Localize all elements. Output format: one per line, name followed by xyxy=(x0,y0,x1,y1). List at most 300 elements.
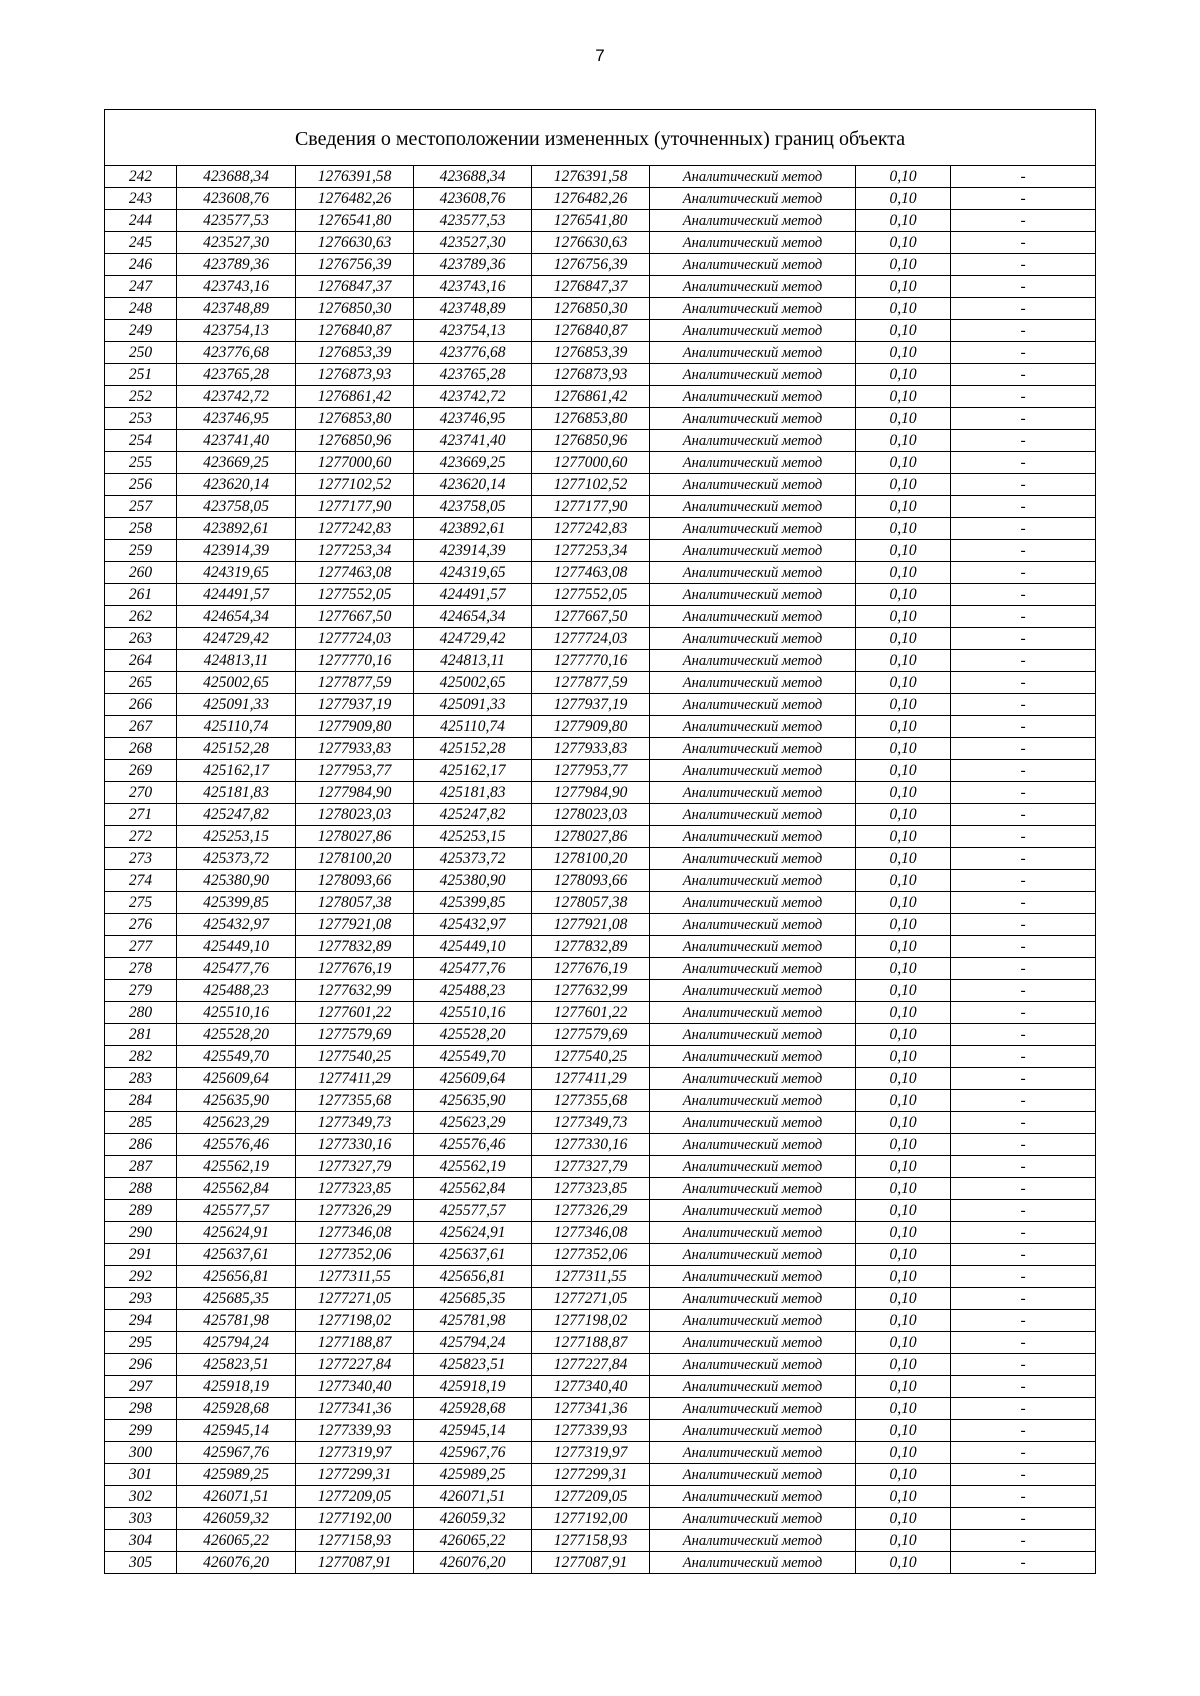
table-row xyxy=(105,1420,1096,1442)
description-cell: - xyxy=(951,760,1096,782)
accuracy-cell: 0,10 xyxy=(856,1156,951,1178)
description-cell: - xyxy=(951,1244,1096,1266)
refined-y-cell: 1277984,90 xyxy=(532,782,650,804)
refined-y-cell: 1277326,29 xyxy=(532,1200,650,1222)
existing-x-cell: 426071,51 xyxy=(177,1486,296,1508)
description-cell: - xyxy=(951,1376,1096,1398)
refined-x-cell: 423669,25 xyxy=(414,452,532,474)
accuracy-cell: 0,10 xyxy=(856,474,951,496)
refined-y-cell: 1277352,06 xyxy=(532,1244,650,1266)
point-number-cell: 242 xyxy=(105,166,177,188)
existing-x-cell: 425247,82 xyxy=(177,804,296,826)
accuracy-cell: 0,10 xyxy=(856,1068,951,1090)
table-row xyxy=(105,1222,1096,1244)
existing-y-cell: 1278093,66 xyxy=(296,870,414,892)
method-cell: Аналитический метод xyxy=(650,716,856,738)
existing-y-cell: 1277933,83 xyxy=(296,738,414,760)
method-cell: Аналитический метод xyxy=(650,430,856,452)
existing-y-cell: 1276630,63 xyxy=(296,232,414,254)
existing-y-cell: 1277326,29 xyxy=(296,1200,414,1222)
point-number-cell: 278 xyxy=(105,958,177,980)
refined-y-cell: 1277355,68 xyxy=(532,1090,650,1112)
existing-y-cell: 1277909,80 xyxy=(296,716,414,738)
table-row xyxy=(105,496,1096,518)
method-cell: Аналитический метод xyxy=(650,628,856,650)
existing-y-cell: 1277253,34 xyxy=(296,540,414,562)
existing-y-cell: 1277242,83 xyxy=(296,518,414,540)
refined-y-cell: 1277177,90 xyxy=(532,496,650,518)
refined-x-cell: 425989,25 xyxy=(414,1464,532,1486)
table-row xyxy=(105,1398,1096,1420)
existing-x-cell: 426076,20 xyxy=(177,1552,296,1574)
table-row xyxy=(105,1332,1096,1354)
existing-y-cell: 1277877,59 xyxy=(296,672,414,694)
refined-x-cell: 425945,14 xyxy=(414,1420,532,1442)
existing-y-cell: 1276840,87 xyxy=(296,320,414,342)
refined-y-cell: 1277087,91 xyxy=(532,1552,650,1574)
existing-x-cell: 423742,72 xyxy=(177,386,296,408)
refined-x-cell: 424491,57 xyxy=(414,584,532,606)
accuracy-cell: 0,10 xyxy=(856,782,951,804)
refined-y-cell: 1276861,42 xyxy=(532,386,650,408)
point-number-cell: 284 xyxy=(105,1090,177,1112)
method-cell: Аналитический метод xyxy=(650,452,856,474)
accuracy-cell: 0,10 xyxy=(856,738,951,760)
accuracy-cell: 0,10 xyxy=(856,1200,951,1222)
refined-x-cell: 425623,29 xyxy=(414,1112,532,1134)
table-row xyxy=(105,364,1096,386)
existing-y-cell: 1277632,99 xyxy=(296,980,414,1002)
existing-x-cell: 425380,90 xyxy=(177,870,296,892)
refined-x-cell: 423748,89 xyxy=(414,298,532,320)
accuracy-cell: 0,10 xyxy=(856,188,951,210)
refined-x-cell: 425477,76 xyxy=(414,958,532,980)
table-row xyxy=(105,694,1096,716)
existing-y-cell: 1277921,08 xyxy=(296,914,414,936)
existing-y-cell: 1276853,80 xyxy=(296,408,414,430)
existing-y-cell: 1276847,37 xyxy=(296,276,414,298)
table-row xyxy=(105,782,1096,804)
description-cell: - xyxy=(951,1222,1096,1244)
method-cell: Аналитический метод xyxy=(650,958,856,980)
refined-x-cell: 425488,23 xyxy=(414,980,532,1002)
description-cell: - xyxy=(951,958,1096,980)
existing-x-cell: 425488,23 xyxy=(177,980,296,1002)
description-cell: - xyxy=(951,848,1096,870)
method-cell: Аналитический метод xyxy=(650,1002,856,1024)
existing-y-cell: 1277327,79 xyxy=(296,1156,414,1178)
table-row xyxy=(105,738,1096,760)
method-cell: Аналитический метод xyxy=(650,232,856,254)
point-number-cell: 246 xyxy=(105,254,177,276)
table-row xyxy=(105,298,1096,320)
table-row xyxy=(105,826,1096,848)
accuracy-cell: 0,10 xyxy=(856,1222,951,1244)
method-cell: Аналитический метод xyxy=(650,386,856,408)
existing-y-cell: 1277339,93 xyxy=(296,1420,414,1442)
method-cell: Аналитический метод xyxy=(650,1486,856,1508)
existing-y-cell: 1277323,85 xyxy=(296,1178,414,1200)
table-row xyxy=(105,1156,1096,1178)
description-cell: - xyxy=(951,1046,1096,1068)
refined-y-cell: 1277632,99 xyxy=(532,980,650,1002)
point-number-cell: 301 xyxy=(105,1464,177,1486)
method-cell: Аналитический метод xyxy=(650,672,856,694)
existing-x-cell: 423620,14 xyxy=(177,474,296,496)
description-cell: - xyxy=(951,650,1096,672)
refined-y-cell: 1277667,50 xyxy=(532,606,650,628)
description-cell: - xyxy=(951,1024,1096,1046)
existing-x-cell: 425624,91 xyxy=(177,1222,296,1244)
table-row xyxy=(105,848,1096,870)
description-cell: - xyxy=(951,562,1096,584)
method-cell: Аналитический метод xyxy=(650,254,856,276)
description-cell: - xyxy=(951,386,1096,408)
refined-x-cell: 426071,51 xyxy=(414,1486,532,1508)
refined-x-cell: 423746,95 xyxy=(414,408,532,430)
accuracy-cell: 0,10 xyxy=(856,1398,951,1420)
refined-x-cell: 423742,72 xyxy=(414,386,532,408)
method-cell: Аналитический метод xyxy=(650,892,856,914)
existing-y-cell: 1277540,25 xyxy=(296,1046,414,1068)
refined-x-cell: 424654,34 xyxy=(414,606,532,628)
point-number-cell: 271 xyxy=(105,804,177,826)
description-cell: - xyxy=(951,342,1096,364)
point-number-cell: 273 xyxy=(105,848,177,870)
accuracy-cell: 0,10 xyxy=(856,364,951,386)
existing-y-cell: 1277770,16 xyxy=(296,650,414,672)
refined-x-cell: 425152,28 xyxy=(414,738,532,760)
table-row xyxy=(105,320,1096,342)
method-cell: Аналитический метод xyxy=(650,1332,856,1354)
table-row xyxy=(105,892,1096,914)
point-number-cell: 286 xyxy=(105,1134,177,1156)
method-cell: Аналитический метод xyxy=(650,804,856,826)
point-number-cell: 282 xyxy=(105,1046,177,1068)
refined-x-cell: 423577,53 xyxy=(414,210,532,232)
accuracy-cell: 0,10 xyxy=(856,1310,951,1332)
refined-y-cell: 1278093,66 xyxy=(532,870,650,892)
refined-x-cell: 425794,24 xyxy=(414,1332,532,1354)
description-cell: - xyxy=(951,1508,1096,1530)
method-cell: Аналитический метод xyxy=(650,870,856,892)
accuracy-cell: 0,10 xyxy=(856,298,951,320)
table-row xyxy=(105,1508,1096,1530)
method-cell: Аналитический метод xyxy=(650,1376,856,1398)
refined-x-cell: 425247,82 xyxy=(414,804,532,826)
refined-y-cell: 1277319,97 xyxy=(532,1442,650,1464)
point-number-cell: 303 xyxy=(105,1508,177,1530)
description-cell: - xyxy=(951,606,1096,628)
method-cell: Аналитический метод xyxy=(650,1112,856,1134)
existing-y-cell: 1277601,22 xyxy=(296,1002,414,1024)
description-cell: - xyxy=(951,1398,1096,1420)
description-cell: - xyxy=(951,584,1096,606)
table-row xyxy=(105,1068,1096,1090)
refined-y-cell: 1277601,22 xyxy=(532,1002,650,1024)
method-cell: Аналитический метод xyxy=(650,980,856,1002)
refined-y-cell: 1276630,63 xyxy=(532,232,650,254)
point-number-cell: 251 xyxy=(105,364,177,386)
existing-y-cell: 1277311,55 xyxy=(296,1266,414,1288)
method-cell: Аналитический метод xyxy=(650,1442,856,1464)
description-cell: - xyxy=(951,914,1096,936)
method-cell: Аналитический метод xyxy=(650,738,856,760)
table-row xyxy=(105,870,1096,892)
existing-y-cell: 1277330,16 xyxy=(296,1134,414,1156)
point-number-cell: 275 xyxy=(105,892,177,914)
existing-y-cell: 1277198,02 xyxy=(296,1310,414,1332)
table-row xyxy=(105,188,1096,210)
existing-x-cell: 425162,17 xyxy=(177,760,296,782)
refined-x-cell: 425110,74 xyxy=(414,716,532,738)
method-cell: Аналитический метод xyxy=(650,298,856,320)
refined-y-cell: 1277339,93 xyxy=(532,1420,650,1442)
existing-x-cell: 425549,70 xyxy=(177,1046,296,1068)
accuracy-cell: 0,10 xyxy=(856,1112,951,1134)
method-cell: Аналитический метод xyxy=(650,188,856,210)
existing-y-cell: 1276850,96 xyxy=(296,430,414,452)
page-number: 7 xyxy=(595,46,605,65)
accuracy-cell: 0,10 xyxy=(856,1288,951,1310)
existing-x-cell: 425477,76 xyxy=(177,958,296,980)
accuracy-cell: 0,10 xyxy=(856,1442,951,1464)
method-cell: Аналитический метод xyxy=(650,650,856,672)
existing-y-cell: 1277158,93 xyxy=(296,1530,414,1552)
point-number-cell: 248 xyxy=(105,298,177,320)
refined-x-cell: 425637,61 xyxy=(414,1244,532,1266)
refined-y-cell: 1276850,30 xyxy=(532,298,650,320)
refined-x-cell: 423789,36 xyxy=(414,254,532,276)
accuracy-cell: 0,10 xyxy=(856,562,951,584)
method-cell: Аналитический метод xyxy=(650,1178,856,1200)
table-row xyxy=(105,232,1096,254)
refined-x-cell: 425449,10 xyxy=(414,936,532,958)
accuracy-cell: 0,10 xyxy=(856,1486,951,1508)
refined-y-cell: 1278023,03 xyxy=(532,804,650,826)
description-cell: - xyxy=(951,1464,1096,1486)
refined-y-cell: 1276850,96 xyxy=(532,430,650,452)
existing-y-cell: 1277319,97 xyxy=(296,1442,414,1464)
refined-x-cell: 425577,57 xyxy=(414,1200,532,1222)
existing-y-cell: 1276756,39 xyxy=(296,254,414,276)
existing-x-cell: 424729,42 xyxy=(177,628,296,650)
existing-y-cell: 1277087,91 xyxy=(296,1552,414,1574)
existing-y-cell: 1278057,38 xyxy=(296,892,414,914)
refined-y-cell: 1277921,08 xyxy=(532,914,650,936)
existing-y-cell: 1277355,68 xyxy=(296,1090,414,1112)
existing-y-cell: 1277411,29 xyxy=(296,1068,414,1090)
point-number-cell: 259 xyxy=(105,540,177,562)
refined-x-cell: 426076,20 xyxy=(414,1552,532,1574)
existing-x-cell: 425781,98 xyxy=(177,1310,296,1332)
existing-y-cell: 1277953,77 xyxy=(296,760,414,782)
method-cell: Аналитический метод xyxy=(650,518,856,540)
refined-y-cell: 1276541,80 xyxy=(532,210,650,232)
refined-x-cell: 426059,32 xyxy=(414,1508,532,1530)
method-cell: Аналитический метод xyxy=(650,1464,856,1486)
refined-y-cell: 1277192,00 xyxy=(532,1508,650,1530)
accuracy-cell: 0,10 xyxy=(856,496,951,518)
refined-x-cell: 425635,90 xyxy=(414,1090,532,1112)
table-row xyxy=(105,1024,1096,1046)
existing-x-cell: 425091,33 xyxy=(177,694,296,716)
existing-x-cell: 423776,68 xyxy=(177,342,296,364)
existing-x-cell: 425562,84 xyxy=(177,1178,296,1200)
refined-x-cell: 425432,97 xyxy=(414,914,532,936)
existing-x-cell: 425794,24 xyxy=(177,1332,296,1354)
accuracy-cell: 0,10 xyxy=(856,1024,951,1046)
existing-x-cell: 425528,20 xyxy=(177,1024,296,1046)
table-row xyxy=(105,1046,1096,1068)
refined-y-cell: 1276847,37 xyxy=(532,276,650,298)
table-row xyxy=(105,980,1096,1002)
existing-x-cell: 425576,46 xyxy=(177,1134,296,1156)
description-cell: - xyxy=(951,1266,1096,1288)
method-cell: Аналитический метод xyxy=(650,694,856,716)
description-cell: - xyxy=(951,1134,1096,1156)
refined-y-cell: 1277933,83 xyxy=(532,738,650,760)
refined-x-cell: 425181,83 xyxy=(414,782,532,804)
existing-x-cell: 424491,57 xyxy=(177,584,296,606)
method-cell: Аналитический метод xyxy=(650,1288,856,1310)
description-cell: - xyxy=(951,1002,1096,1024)
existing-x-cell: 425449,10 xyxy=(177,936,296,958)
refined-x-cell: 423620,14 xyxy=(414,474,532,496)
existing-x-cell: 423765,28 xyxy=(177,364,296,386)
description-cell: - xyxy=(951,1420,1096,1442)
refined-y-cell: 1277102,52 xyxy=(532,474,650,496)
table-row xyxy=(105,1376,1096,1398)
accuracy-cell: 0,10 xyxy=(856,914,951,936)
point-number-cell: 294 xyxy=(105,1310,177,1332)
table-row xyxy=(105,628,1096,650)
table-row xyxy=(105,716,1096,738)
table-row xyxy=(105,1002,1096,1024)
point-number-cell: 302 xyxy=(105,1486,177,1508)
method-cell: Аналитический метод xyxy=(650,1266,856,1288)
refined-y-cell: 1276756,39 xyxy=(532,254,650,276)
refined-y-cell: 1276853,80 xyxy=(532,408,650,430)
point-number-cell: 257 xyxy=(105,496,177,518)
table-row xyxy=(105,584,1096,606)
refined-x-cell: 425528,20 xyxy=(414,1024,532,1046)
existing-y-cell: 1277937,19 xyxy=(296,694,414,716)
accuracy-cell: 0,10 xyxy=(856,320,951,342)
table-row xyxy=(105,540,1096,562)
refined-y-cell: 1277253,34 xyxy=(532,540,650,562)
point-number-cell: 272 xyxy=(105,826,177,848)
existing-y-cell: 1277724,03 xyxy=(296,628,414,650)
description-cell: - xyxy=(951,1178,1096,1200)
description-cell: - xyxy=(951,870,1096,892)
description-cell: - xyxy=(951,804,1096,826)
refined-x-cell: 423892,61 xyxy=(414,518,532,540)
accuracy-cell: 0,10 xyxy=(856,628,951,650)
existing-x-cell: 423688,34 xyxy=(177,166,296,188)
accuracy-cell: 0,10 xyxy=(856,1046,951,1068)
point-number-cell: 261 xyxy=(105,584,177,606)
refined-x-cell: 425609,64 xyxy=(414,1068,532,1090)
table-row xyxy=(105,386,1096,408)
table-row xyxy=(105,562,1096,584)
table-row xyxy=(105,672,1096,694)
accuracy-cell: 0,10 xyxy=(856,1354,951,1376)
existing-x-cell: 423758,05 xyxy=(177,496,296,518)
point-number-cell: 296 xyxy=(105,1354,177,1376)
description-cell: - xyxy=(951,1090,1096,1112)
method-cell: Аналитический метод xyxy=(650,1398,856,1420)
refined-y-cell: 1277411,29 xyxy=(532,1068,650,1090)
existing-y-cell: 1276391,58 xyxy=(296,166,414,188)
existing-x-cell: 425928,68 xyxy=(177,1398,296,1420)
refined-x-cell: 425162,17 xyxy=(414,760,532,782)
accuracy-cell: 0,10 xyxy=(856,760,951,782)
refined-x-cell: 425510,16 xyxy=(414,1002,532,1024)
method-cell: Аналитический метод xyxy=(650,1134,856,1156)
table-row xyxy=(105,936,1096,958)
table-row xyxy=(105,1090,1096,1112)
description-cell: - xyxy=(951,540,1096,562)
existing-x-cell: 425373,72 xyxy=(177,848,296,870)
point-number-cell: 291 xyxy=(105,1244,177,1266)
table-row xyxy=(105,1310,1096,1332)
point-number-cell: 287 xyxy=(105,1156,177,1178)
accuracy-cell: 0,10 xyxy=(856,958,951,980)
method-cell: Аналитический метод xyxy=(650,826,856,848)
existing-y-cell: 1276541,80 xyxy=(296,210,414,232)
accuracy-cell: 0,10 xyxy=(856,232,951,254)
refined-y-cell: 1276391,58 xyxy=(532,166,650,188)
existing-x-cell: 423892,61 xyxy=(177,518,296,540)
description-cell: - xyxy=(951,166,1096,188)
refined-y-cell: 1277552,05 xyxy=(532,584,650,606)
method-cell: Аналитический метод xyxy=(650,1046,856,1068)
existing-y-cell: 1278027,86 xyxy=(296,826,414,848)
accuracy-cell: 0,10 xyxy=(856,1090,951,1112)
existing-x-cell: 425609,64 xyxy=(177,1068,296,1090)
point-number-cell: 262 xyxy=(105,606,177,628)
method-cell: Аналитический метод xyxy=(650,276,856,298)
refined-y-cell: 1277188,87 xyxy=(532,1332,650,1354)
accuracy-cell: 0,10 xyxy=(856,1464,951,1486)
existing-x-cell: 423743,16 xyxy=(177,276,296,298)
accuracy-cell: 0,10 xyxy=(856,452,951,474)
existing-y-cell: 1277271,05 xyxy=(296,1288,414,1310)
description-cell: - xyxy=(951,254,1096,276)
point-number-cell: 250 xyxy=(105,342,177,364)
table-body xyxy=(105,166,1096,1574)
existing-x-cell: 425577,57 xyxy=(177,1200,296,1222)
method-cell: Аналитический метод xyxy=(650,1244,856,1266)
existing-x-cell: 423748,89 xyxy=(177,298,296,320)
point-number-cell: 270 xyxy=(105,782,177,804)
refined-y-cell: 1277724,03 xyxy=(532,628,650,650)
existing-x-cell: 425562,19 xyxy=(177,1156,296,1178)
point-number-cell: 281 xyxy=(105,1024,177,1046)
accuracy-cell: 0,10 xyxy=(856,804,951,826)
point-number-cell: 258 xyxy=(105,518,177,540)
point-number-cell: 244 xyxy=(105,210,177,232)
refined-y-cell: 1277340,40 xyxy=(532,1376,650,1398)
table-row xyxy=(105,1134,1096,1156)
description-cell: - xyxy=(951,518,1096,540)
table-row xyxy=(105,1266,1096,1288)
refined-x-cell: 425967,76 xyxy=(414,1442,532,1464)
description-cell: - xyxy=(951,1310,1096,1332)
refined-y-cell: 1278027,86 xyxy=(532,826,650,848)
existing-y-cell: 1277192,00 xyxy=(296,1508,414,1530)
